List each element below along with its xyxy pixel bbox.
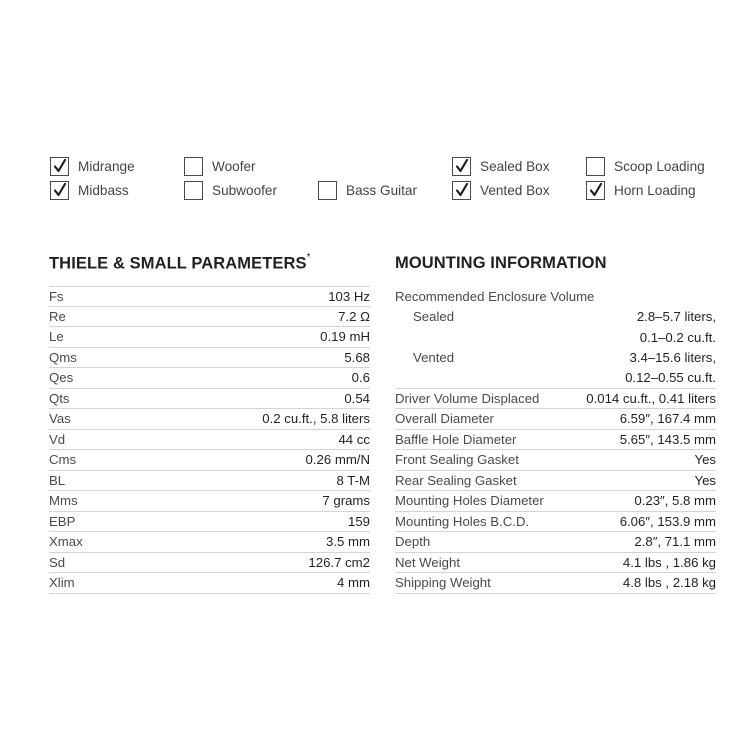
param-name: Baffle Hole Diameter — [395, 431, 517, 447]
mounting-info-table — [395, 286, 716, 594]
checkbox-bass-guitar[interactable] — [318, 181, 337, 200]
check-scoop-loading[interactable] — [586, 155, 705, 177]
param-name: Vas — [49, 411, 71, 427]
param-value: 3.5 mm — [326, 534, 370, 550]
param-value: 44 cc — [338, 431, 370, 447]
checkbox-woofer[interactable] — [184, 157, 203, 176]
checkbox-midbass[interactable] — [50, 181, 69, 200]
check-midbass[interactable] — [50, 179, 129, 201]
param-value: 4 mm — [337, 575, 370, 591]
table-row — [395, 409, 716, 430]
table-row — [395, 532, 716, 553]
param-name: Mounting Holes Diameter — [395, 493, 544, 509]
param-name: Qms — [49, 349, 77, 365]
check-midrange[interactable] — [50, 155, 135, 177]
mounting-info-heading — [395, 254, 607, 273]
param-name: Sd — [49, 554, 66, 570]
param-name: EBP — [49, 513, 76, 529]
footnote-mark: * — [306, 252, 311, 263]
param-value: Yes — [694, 472, 716, 488]
checkmark-icon — [588, 182, 604, 198]
table-row — [49, 553, 370, 574]
table-row — [395, 327, 716, 348]
table-row — [395, 573, 716, 594]
param-value: 3.4–15.6 liters, — [629, 350, 716, 366]
table-row — [395, 389, 716, 410]
param-name: Qes — [49, 370, 74, 386]
param-name: Shipping Weight — [395, 575, 491, 591]
param-value: 0.26 mm/N — [305, 452, 370, 468]
param-name: Sealed — [413, 309, 455, 325]
ts-parameters-heading — [49, 254, 311, 274]
table-row — [395, 491, 716, 512]
param-name: Vd — [49, 431, 66, 447]
param-name: Overall Diameter — [395, 411, 494, 427]
mounting-title: MOUNTING INFORMATION — [395, 254, 607, 272]
check-horn-loading[interactable] — [586, 179, 696, 201]
check-label: Woofer — [212, 158, 256, 174]
param-value: 5.65″, 143.5 mm — [619, 431, 716, 447]
checkmark-icon — [52, 182, 68, 198]
param-value: 5.68 — [344, 349, 370, 365]
check-label: Sealed Box — [480, 158, 550, 174]
table-row — [49, 573, 370, 594]
param-value: 2.8″, 71.1 mm — [634, 534, 716, 550]
param-value: 0.54 — [344, 390, 370, 406]
param-value: 0.014 cu.ft., 0.41 liters — [586, 390, 716, 406]
param-name: Fs — [49, 288, 64, 304]
checkmark-icon — [454, 182, 470, 198]
table-row — [395, 286, 716, 307]
param-name: Qts — [49, 390, 70, 406]
table-row — [395, 368, 716, 389]
check-subwoofer[interactable] — [184, 179, 277, 201]
table-row — [395, 430, 716, 451]
param-value: 126.7 cm2 — [308, 554, 370, 570]
table-row — [395, 450, 716, 471]
param-value: 2.8–5.7 liters, — [636, 309, 716, 325]
checkmark-icon — [454, 158, 470, 174]
param-value: 103 Hz — [328, 288, 370, 304]
check-label: Subwoofer — [212, 182, 277, 198]
check-label: Bass Guitar — [346, 182, 418, 198]
checkbox-vented-box[interactable] — [452, 181, 471, 200]
param-value: 8 T-M — [336, 472, 370, 488]
param-name: Net Weight — [395, 554, 460, 570]
param-name: Mms — [49, 493, 78, 509]
param-name: BL — [49, 472, 66, 488]
checkbox-subwoofer[interactable] — [184, 181, 203, 200]
table-row — [395, 512, 716, 533]
param-name: Mounting Holes B.C.D. — [395, 513, 530, 529]
param-name: Le — [49, 329, 64, 345]
param-value: 6.06″, 153.9 mm — [619, 513, 716, 529]
ts-title: THIELE & SMALL PARAMETERS — [49, 254, 307, 273]
table-row — [395, 348, 716, 369]
table-row — [395, 553, 716, 574]
param-name: Cms — [49, 452, 77, 468]
param-value: 0.19 mH — [320, 329, 370, 345]
table-row — [49, 450, 370, 471]
table-row — [395, 471, 716, 492]
param-value: 0.2 cu.ft., 5.8 liters — [262, 411, 370, 427]
param-value: 159 — [347, 513, 370, 529]
check-label: Vented Box — [480, 182, 550, 198]
param-value: 7 grams — [322, 493, 370, 509]
check-sealed-box[interactable] — [452, 155, 550, 177]
param-name: Depth — [395, 534, 431, 550]
param-value: 0.23″, 5.8 mm — [634, 493, 716, 509]
table-row — [49, 430, 370, 451]
table-row — [395, 307, 716, 328]
table-row — [49, 532, 370, 553]
param-value: Yes — [694, 452, 716, 468]
check-label: Horn Loading — [614, 182, 696, 198]
param-name: Xmax — [49, 534, 83, 550]
application-checklist — [0, 0, 750, 210]
param-name: Front Sealing Gasket — [395, 452, 519, 468]
checkmark-icon — [52, 158, 68, 174]
param-value: 4.1 lbs , 1.86 kg — [622, 554, 716, 570]
param-value: 6.59″, 167.4 mm — [619, 411, 716, 427]
table-row — [49, 491, 370, 512]
param-value: 0.6 — [351, 370, 370, 386]
checkbox-midrange[interactable] — [50, 157, 69, 176]
table-row — [49, 512, 370, 533]
table-row — [49, 327, 370, 348]
check-label: Midbass — [78, 182, 129, 198]
param-name: Driver Volume Displaced — [395, 390, 540, 406]
param-value: 7.2 Ω — [338, 308, 370, 324]
param-name: Vented — [413, 350, 455, 366]
param-name: Re — [49, 308, 66, 324]
check-label: Midrange — [78, 158, 135, 174]
table-row — [49, 348, 370, 369]
param-name: Rear Sealing Gasket — [395, 472, 517, 488]
table-row — [49, 389, 370, 410]
param-name: Xlim — [49, 575, 75, 591]
param-value: 4.8 lbs , 2.18 kg — [622, 575, 716, 591]
param-value: 0.1–0.2 cu.ft. — [639, 329, 716, 345]
checkbox-horn-loading[interactable] — [586, 181, 605, 200]
param-name: Recommended Enclosure Volume — [395, 288, 595, 304]
check-bass-guitar[interactable] — [318, 179, 417, 201]
checkbox-sealed-box[interactable] — [452, 157, 471, 176]
table-row — [49, 471, 370, 492]
table-row — [49, 307, 370, 328]
check-label: Scoop Loading — [614, 158, 705, 174]
check-woofer[interactable] — [184, 155, 256, 177]
checkbox-scoop-loading[interactable] — [586, 157, 605, 176]
table-row — [49, 368, 370, 389]
ts-parameters-table — [49, 286, 370, 594]
table-row — [49, 409, 370, 430]
param-value: 0.12–0.55 cu.ft. — [625, 370, 716, 386]
check-vented-box[interactable] — [452, 179, 550, 201]
table-row — [49, 286, 370, 307]
